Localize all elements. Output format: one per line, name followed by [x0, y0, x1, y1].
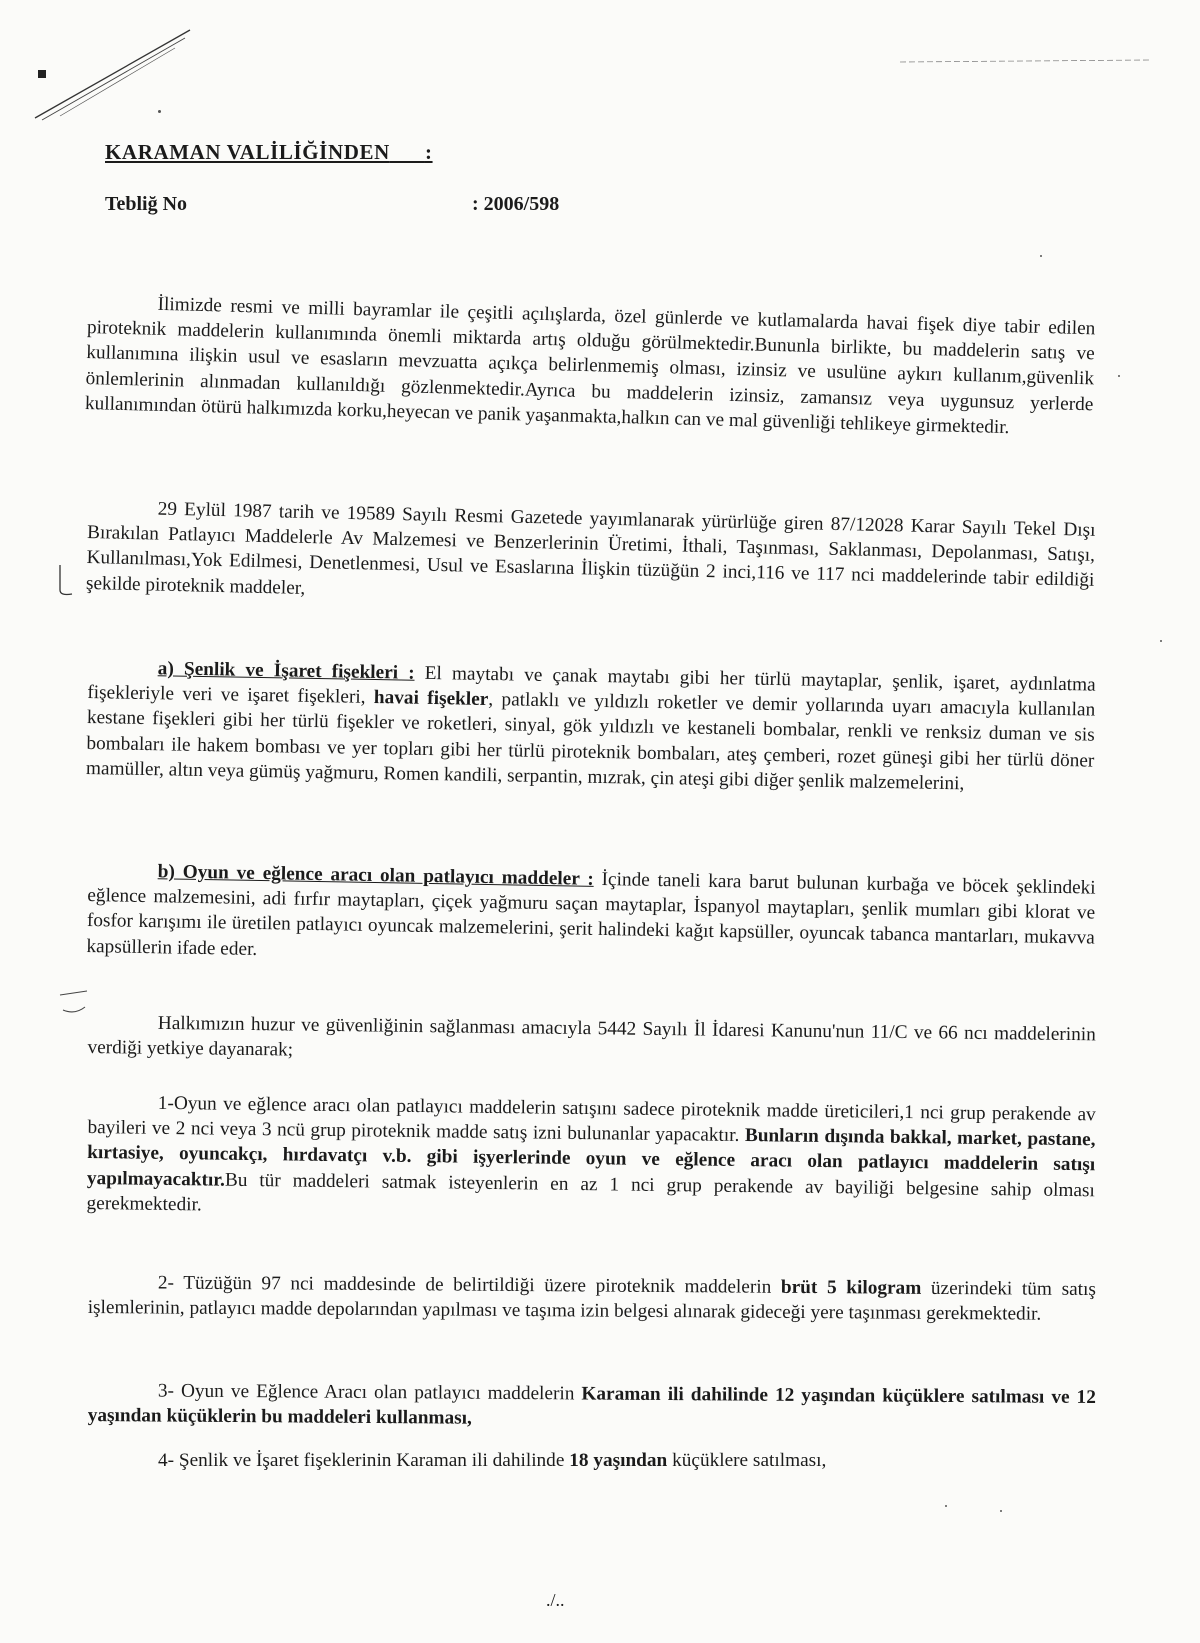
scan-speck: [1160, 640, 1162, 642]
notice-number-label: Tebliğ No: [105, 193, 188, 215]
section-b-heading: b) Oyun ve eğlence aracı olan patlayıcı maddeler :: [157, 861, 594, 890]
authority-paragraph: Halkımızın huzur ve güvenliğinin sağlanması amacıyla 5442 Sayılı İl İdaresi Kanunu'nun 11/C ve 66 ncı maddelerinin verdiği yetkiye dayanarak;: [87, 1012, 1096, 1061]
item-2-paragraph: 2- Tüzüğün 97 nci maddesinde de belirtildiği üzere piroteknik maddelerin brüt 5 kilogram üzerindeki tüm satış işlemlerinin, patlayıcı madde depolarından yapılması ve taşıma izin belgesi alınarak gideceği yere taşınması gerekmektedir.: [87, 1272, 1096, 1325]
page-title: KARAMAN VALİLİĞİNDEN :: [105, 140, 433, 164]
scan-artifact-strokes: [0, 18, 1200, 148]
margin-bracket-mark: [50, 560, 90, 630]
scan-speck: [1040, 255, 1042, 257]
item-1-paragraph: 1-Oyun ve eğlence aracı olan patlayıcı maddelerin satışını sadece piroteknik madde üreticileri,1 nci grup perakende av bayileri ve 2 nci veya 3 ncü grup piroteknik madde satış izni bulunanlar yapacaktır. Bunların dışında bakkal, market, pastane, kırtasiye, oyuncakçı, hırdavatçı v.b. gibi işyerlerinde oyun ve eğlence aracı olan patlayıcı maddelerin satışı yapılmayacaktır.Bu tür maddeleri satmak isteyenlerin en az 1 nci grup perakende av bayiliği belgesine sahip olması gerekmektedir.: [86, 1092, 1096, 1216]
intro-paragraph: İlimizde resmi ve milli bayramlar ile çeşitli açılışlarda, özel günlerde ve kutlamalarda havai fişek diye tabir edilen piroteknik maddelerin kullanımında önemli miktarda artış olduğu görülmektedir.Bununla birlikte, bu maddelerin satış ve kullanımına ilişkin usul ve esasların mevzuatta açıkça belirlenmemiş olması, izinsiz ve usulüne aykırı kullanım,güvenlik önlemlerinin alınmadan kullanıldığı gözlenmektedir.Ayrıca bu maddelerin izinsiz, zamansız veya uygunsuz yerlerde kullanımından ötürü halkımızda korku,heyecan ve panik yaşanmakta,halkın can ve mal güvenliği tehlikeye girmektedir.: [84, 293, 1096, 438]
section-a-heading: a) Şenlik ve İşaret fişekleri :: [157, 658, 415, 684]
scan-speck: [945, 1505, 947, 1507]
margin-arrow-mark: [55, 985, 95, 1025]
scan-speck: [1000, 1510, 1002, 1512]
continuation-marker: ./..: [546, 1590, 565, 1610]
item-4-paragraph: 4- Şenlik ve İşaret fişeklerinin Karaman ili dahilinde 18 yaşından küçüklere satılması,: [158, 1450, 827, 1471]
scan-speck: [1118, 375, 1120, 377]
scan-speck: [158, 110, 161, 113]
notice-number-value: : 2006/598: [472, 193, 560, 215]
item-3-paragraph: 3- Oyun ve Eğlence Aracı olan patlayıcı maddelerin Karaman ili dahilinde 12 yaşından küçüklere satılması ve 12 yaşından küçüklerin bu maddeleri kullanması,: [87, 1380, 1096, 1429]
section-a-paragraph: a) Şenlik ve İşaret fişekleri : El maytabı ve çanak maytabı gibi her türlü maytaplar, şenlik, işaret, aydınlatma fişekleriyle veri ve işaret fişekleri, havai fişekler, patlaklı ve yıldızlı roketler ve demir yollarında uyarı amacıyla kullanılan kestane fişekleri gibi her türlü fişekler ve roketleri, sinyal, gök yıldızlı ve kestaneli bombalar, renkli ve renksiz duman ve sis bombaları ile hakem bombası ve yer topları gibi her türlü piroteknik bombaları, ateş çemberi, rozet güneşi gibi her türlü döner mamüller, altın veya gümüş yağmuru, Romen kandili, serpantin, mızrak, çin ateşi gibi diğer şenlik malzemelerini,: [85, 658, 1096, 795]
regulation-paragraph: 29 Eylül 1987 tarih ve 19589 Sayılı Resmi Gazetede yayımlanarak yürürlüğe giren 87/12028 Karar Sayılı Tekel Dışı Bırakılan Patlayıcı Maddelerle Av Malzemesi ve Benzerlerinin Üretimi, İthali, Taşınması, Saklanması, Depolanması, Satışı, Kullanılması,Yok Edilmesi, Denetlenmesi, Usul ve Esaslarına İlişkin tüzüğün 2 inci,116 ve 117 nci maddelerinde tabir edildiği şekilde piroteknik maddeler,: [85, 498, 1096, 599]
section-b-paragraph: b) Oyun ve eğlence aracı olan patlayıcı maddeler : İçinde taneli kara barut bulunan kurbağa ve böcek şeklindeki eğlence malzemesini, adi fırfır maytapları, çiçek yağmuru saçan maytaplar, İspanyol maytapları, şenlik mumları gibi klorat ve fosfor karışımı ile üretilen patlayıcı oyuncak malzemelerini, şerit halindeki kağıt kapsüller, oyuncak tabanca mantarları, mukavva kapsüllerin ifade eder.: [86, 861, 1096, 960]
